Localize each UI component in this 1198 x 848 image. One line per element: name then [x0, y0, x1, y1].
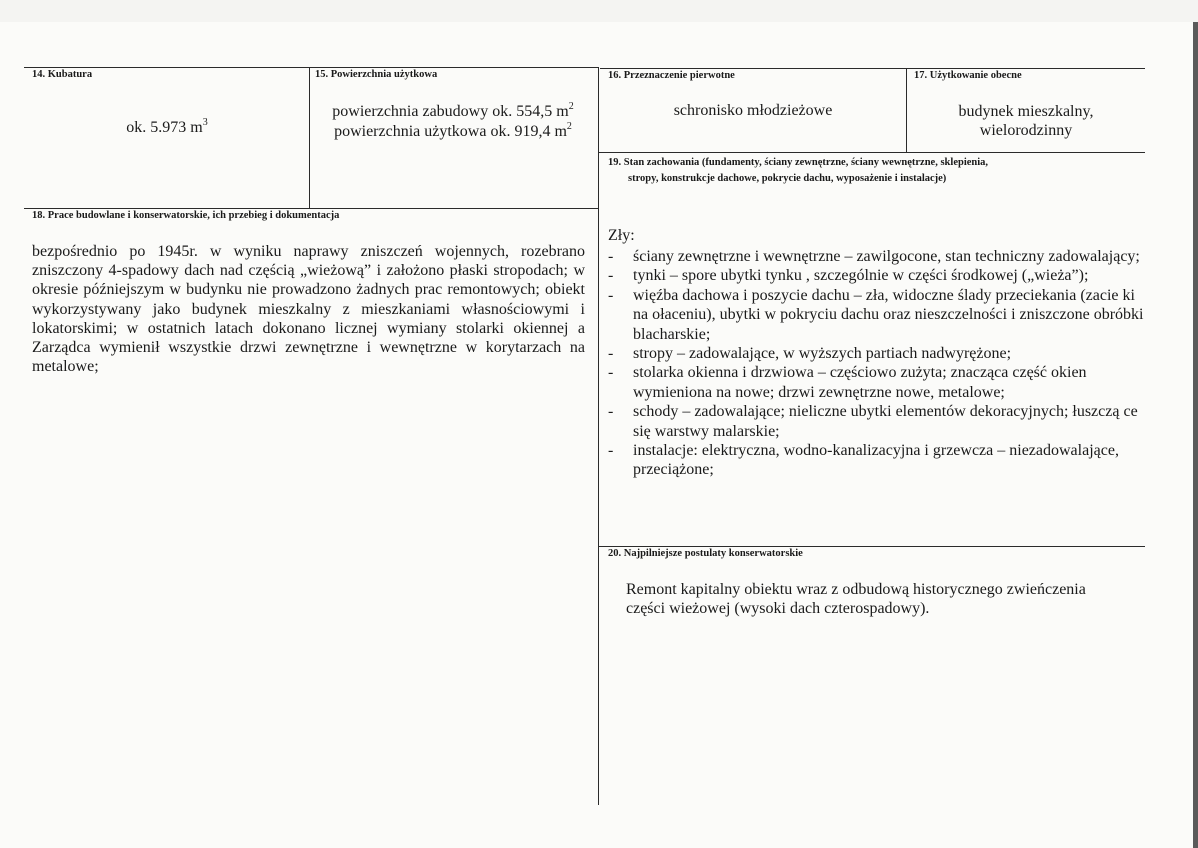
- rule-above-19: [599, 152, 1145, 153]
- kubatura-label: 14. Kubatura: [32, 69, 93, 80]
- uzytkowanie-label: 17. Użytkowanie obecne: [914, 70, 1022, 81]
- document-page: [0, 22, 1193, 848]
- stan-item: - tynki – spore ubytki tynku , szczególnie w części środkowej („wieża”);: [606, 266, 1146, 285]
- postulaty-label: 20. Najpilniejsze postulaty konserwatorskie: [608, 548, 803, 559]
- stan-label-line2: stropy, konstrukcje dachowe, pokrycie dachu, wyposażenie i instalacje): [628, 173, 947, 184]
- stan-item: - schody – zadowalające; nieliczne ubytki elementów dekoracyjnych; łuszczą ce się warstwy malarskie;: [606, 402, 1146, 441]
- powierzchnia-line1-sup: 2: [568, 101, 574, 112]
- stan-item: - stropy – zadowalające, w wyższych partiach nadwyrężone;: [606, 344, 1146, 363]
- stan-item: - instalacje: elektryczna, wodno-kanalizacyjna i grzewcza – niezadowalające, przeciążone;: [606, 441, 1146, 480]
- powierzchnia-value: [310, 102, 596, 142]
- postulaty-line1: Remont kapitalny obiektu wraz z odbudową historycznego zwieńczenia: [626, 581, 1086, 598]
- postulaty-line2: części wieżowej (wysoki dach czterospadowy).: [626, 600, 930, 618]
- rule-v-center: [598, 67, 599, 805]
- prace-text: bezpośrednio po 1945r. w wyniku naprawy zniszczeń wojennych, rozebrano zniszczony 4-spadowy dach nad częścią „wieżową” i założono płaski stropodach; w okresie późniejszym w budynku nie prowadzono żadnych prac remontowych; obiekt wykorzystywany jako budynek mieszkalny z mieszkaniami własnościowymi i lokatorskimi; w ostatnich latach dokonano licznej wymiany stolarki okiennej a Zarządca wymienił wszystkie drzwi zewnętrzne i wewnętrzne w korytarzach na metalowe;: [32, 243, 585, 376]
- scan-top-edge: [0, 0, 1198, 22]
- powierzchnia-line2-text: powierzchnia użytkowa ok. 919,4 m: [334, 123, 567, 140]
- powierzchnia-line1: [310, 102, 596, 122]
- stan-item: - ściany zewnętrzne i wewnętrzne – zawilgocone, stan techniczny zadowalający;: [606, 247, 1146, 266]
- kubatura-text: ok. 5.973 m: [126, 119, 203, 136]
- uzytkowanie-value: [907, 102, 1145, 140]
- stan-list: [606, 247, 1146, 480]
- powierzchnia-line2-sup: 2: [566, 121, 572, 132]
- stan-item: - więźba dachowa i poszycie dachu – zła, widoczne ślady przeciekania (zacie ki na ołaceniu), ubytki w pokryciu dachu oraz nieszczelności i zniszczone obróbki blacharskie;: [606, 286, 1146, 344]
- przeznaczenie-label: 16. Przeznaczenie pierwotne: [608, 70, 735, 81]
- uzytkowanie-line1: budynek mieszkalny,: [958, 103, 1094, 120]
- stan-intro: Zły:: [608, 227, 635, 244]
- rule-above-20: [599, 546, 1145, 547]
- rule-above-18: [24, 208, 599, 209]
- powierzchnia-label: 15. Powierzchnia użytkowa: [315, 69, 438, 80]
- stan-item: - stolarka okienna i drzwiowa – częściowo zużyta; znacząca część okien wymieniona na nowe; drzwi zewnętrzne nowe, metalowe;: [606, 363, 1146, 402]
- stan-label-line1: 19. Stan zachowania (fundamenty, ściany zewnętrzne, ściany wewnętrzne, sklepienia,: [608, 157, 989, 168]
- prace-label: 18. Prace budowlane i konserwatorskie, ich przebieg i dokumentacja: [32, 210, 340, 221]
- postulaty-text: [626, 580, 1146, 618]
- przeznaczenie-value: schronisko młodzieżowe: [673, 102, 833, 119]
- kubatura-unit-sup: 3: [202, 117, 208, 128]
- rule-top-right: [600, 68, 1145, 69]
- kubatura-value: [26, 118, 308, 137]
- rule-top-left: [24, 67, 598, 68]
- powierzchnia-line2: [310, 122, 596, 142]
- powierzchnia-line1-text: powierzchnia zabudowy ok. 554,5 m: [332, 103, 569, 120]
- uzytkowanie-line2: wielorodzinny: [979, 122, 1073, 139]
